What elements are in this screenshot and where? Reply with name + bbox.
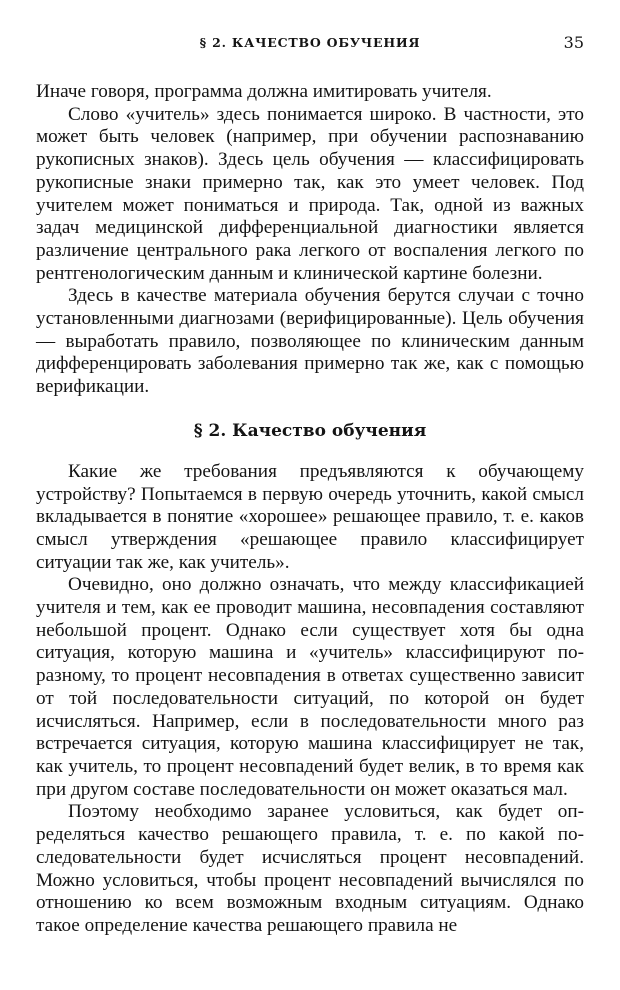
- section-heading: § 2. Качество обучения: [193, 420, 427, 441]
- book-page: [36, 0, 584, 990]
- paragraph: Очевидно, оно должно означать, что между классификацией учителя и тем, как ее проводит машина, несовпадения составляют небольшой процент. Однако если существует хотя бы одна ситуация, которую машина и «учитель» классифицируют по-разному, то процент несовпадения в ответах существенно зависит от той последовательности ситуаций, по которой он будет исчисляться. Например, если в последовательности много раз встречается ситуация, которую машина классифицирует не так, как учитель, то процент несовпадений будет велик, в то время как при другом составе последовательности он может оказаться мал.: [36, 574, 584, 800]
- paragraph: Слово «учитель» здесь понимается широко. В частности, это может быть человек (например, при обучении распознаванию рукописных знаков). Здесь цель обучения — классифицировать рукописные знаки примерно так, как это умеет человек. Под учителем может пониматься и природа. Так, одной из важных задач медицинской дифференциальной диагностики является различение центрального рака легкого от воспаления легкого по рентгенологическим данным и клинической картине болезни.: [36, 103, 584, 284]
- page-number: 35: [563, 33, 584, 52]
- paragraph: Какие же требования предъявляются к обучающему устройству? Попытаемся в первую очередь уточнить, какой смысл вкладывается в понятие «хорошее» решающее правило, т. е. каков смысл утверждения «решающее правило классифицирует ситуации так же, как учитель».: [36, 460, 584, 573]
- running-title: § 2. КАЧЕСТВО ОБУЧЕНИЯ: [199, 35, 421, 50]
- paragraph: Иначе говоря, программа должна имитировать учителя.: [36, 81, 492, 102]
- body-text: [36, 81, 584, 938]
- paragraph: Поэтому необходимо заранее условиться, как будет определяться качество решающего правила, т. е. по какой последовательности будет исчисляться процент несовпадений. Можно условиться, чтобы процент несовпадений вычислялся по отношению ко всем возможным входным ситуациям. Однако такое определение качества решающего правила не: [36, 801, 584, 936]
- running-head: [36, 33, 584, 53]
- paragraph: Здесь в качестве материала обучения берутся случаи с точно установленными диагнозами (верифицированные). Цель обучения — выработать правило, позволяющее по клиническим данным дифференцировать заболевания примерно так же, как с помощью верификации.: [36, 285, 584, 398]
